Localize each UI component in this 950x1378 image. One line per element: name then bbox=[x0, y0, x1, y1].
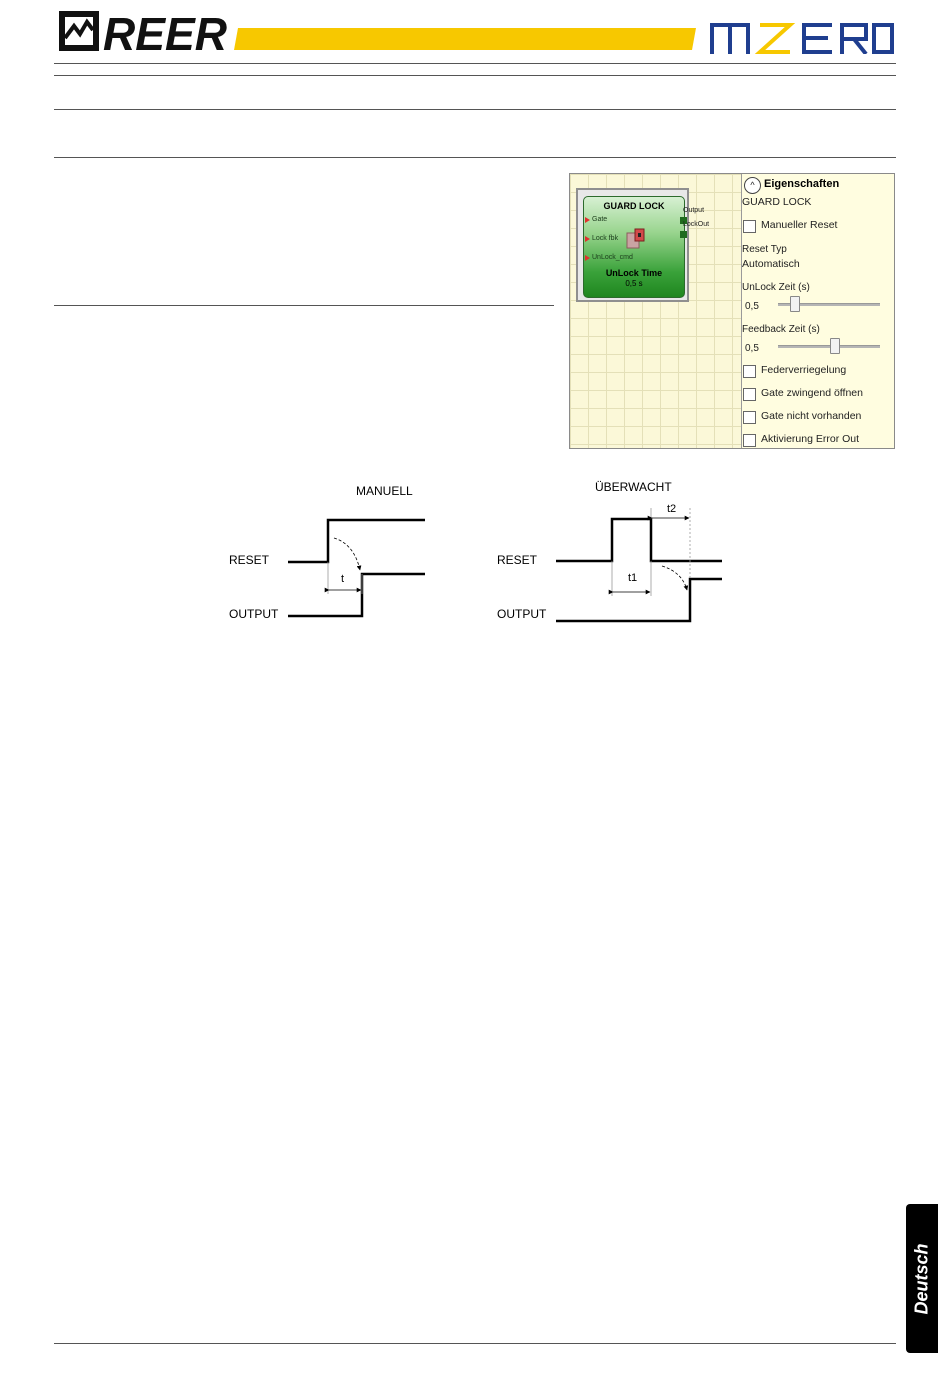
manual-reset-label: RESET bbox=[229, 553, 270, 567]
manual-output-label: OUTPUT bbox=[229, 607, 279, 621]
manual-output-signal bbox=[288, 574, 425, 616]
monitored-reset-signal bbox=[556, 519, 722, 561]
monitored-timing-diagram bbox=[550, 500, 730, 630]
lockout-port[interactable] bbox=[680, 231, 687, 238]
gate-absent-checkbox[interactable] bbox=[743, 411, 756, 424]
reer-logo bbox=[58, 8, 230, 54]
unlock-time-label: UnLock Zeit (s) bbox=[742, 282, 810, 293]
spring-lock-checkbox[interactable] bbox=[743, 365, 756, 378]
footer-rule bbox=[54, 1343, 896, 1344]
manual-reset-checkbox[interactable] bbox=[743, 220, 756, 233]
input-arrow-icon bbox=[585, 236, 590, 242]
manual-timing-diagram bbox=[280, 500, 440, 630]
input-gate: Gate bbox=[592, 216, 608, 223]
design-canvas bbox=[570, 174, 742, 448]
monitored-output-label: OUTPUT bbox=[497, 607, 547, 621]
input-arrow-icon bbox=[585, 255, 590, 261]
rule-2 bbox=[54, 109, 896, 110]
force-gate-label: Gate zwingend öffnen bbox=[761, 387, 863, 399]
header-rule bbox=[54, 63, 896, 64]
lockout-label: LockOut bbox=[683, 221, 710, 228]
block-selection-frame bbox=[576, 188, 689, 302]
feedback-time-label: Feedback Zeit (s) bbox=[742, 324, 820, 335]
block-param-label: UnLock Time bbox=[605, 268, 663, 278]
block-title: GUARD LOCK bbox=[603, 201, 665, 211]
feedback-time-slider[interactable] bbox=[778, 345, 880, 348]
manual-title: MANUELL bbox=[356, 484, 413, 498]
manual-t-label: t bbox=[341, 573, 345, 585]
language-tab[interactable] bbox=[906, 1204, 938, 1353]
error-out-checkbox[interactable] bbox=[743, 434, 756, 447]
chevron-up-icon[interactable]: ^ bbox=[744, 177, 761, 194]
monitored-t1-label: t1 bbox=[628, 572, 638, 584]
guard-lock-screenshot bbox=[569, 173, 895, 449]
rule-1 bbox=[54, 75, 896, 76]
manual-reset-label: Manueller Reset bbox=[761, 219, 838, 231]
error-out-label: Aktivierung Error Out bbox=[761, 433, 860, 445]
header-stripe bbox=[234, 28, 696, 50]
reset-type-label: Reset Typ bbox=[742, 244, 787, 255]
block-name: GUARD LOCK bbox=[742, 196, 812, 208]
gate-absent-label: Gate nicht vorhanden bbox=[761, 410, 862, 422]
mzero-logo bbox=[708, 22, 894, 54]
lock-device-icon bbox=[626, 227, 646, 249]
output-label: Output bbox=[683, 207, 705, 214]
block-param-value: 0,5 s bbox=[625, 279, 643, 288]
svg-text:REER: REER bbox=[103, 8, 227, 54]
unlock-time-value: 0,5 bbox=[745, 301, 759, 312]
monitored-output-signal bbox=[556, 579, 722, 621]
spring-lock-label: Federverriegelung bbox=[761, 364, 847, 376]
input-unlock-cmd: UnLock_cmd bbox=[592, 254, 633, 261]
feedback-time-value: 0,5 bbox=[745, 343, 759, 354]
rule-3 bbox=[54, 157, 896, 158]
input-arrow-icon bbox=[585, 217, 590, 223]
monitored-reset-label: RESET bbox=[497, 553, 538, 567]
feedback-time-slider-thumb[interactable] bbox=[830, 338, 840, 354]
properties-panel bbox=[742, 174, 894, 448]
reset-type-value[interactable]: Automatisch bbox=[742, 258, 800, 270]
guard-lock-block[interactable] bbox=[583, 196, 685, 298]
language-tab-label: Deutsch bbox=[911, 1242, 932, 1315]
manual-reset-signal bbox=[288, 520, 425, 562]
rule-4 bbox=[54, 305, 554, 306]
unlock-time-slider-thumb[interactable] bbox=[790, 296, 800, 312]
monitored-t2-label: t2 bbox=[667, 503, 677, 515]
input-lock-fbk: Lock fbk bbox=[592, 235, 619, 242]
properties-header: Eigenschaften bbox=[764, 178, 840, 190]
force-gate-checkbox[interactable] bbox=[743, 388, 756, 401]
monitored-title: ÜBERWACHT bbox=[595, 480, 672, 494]
